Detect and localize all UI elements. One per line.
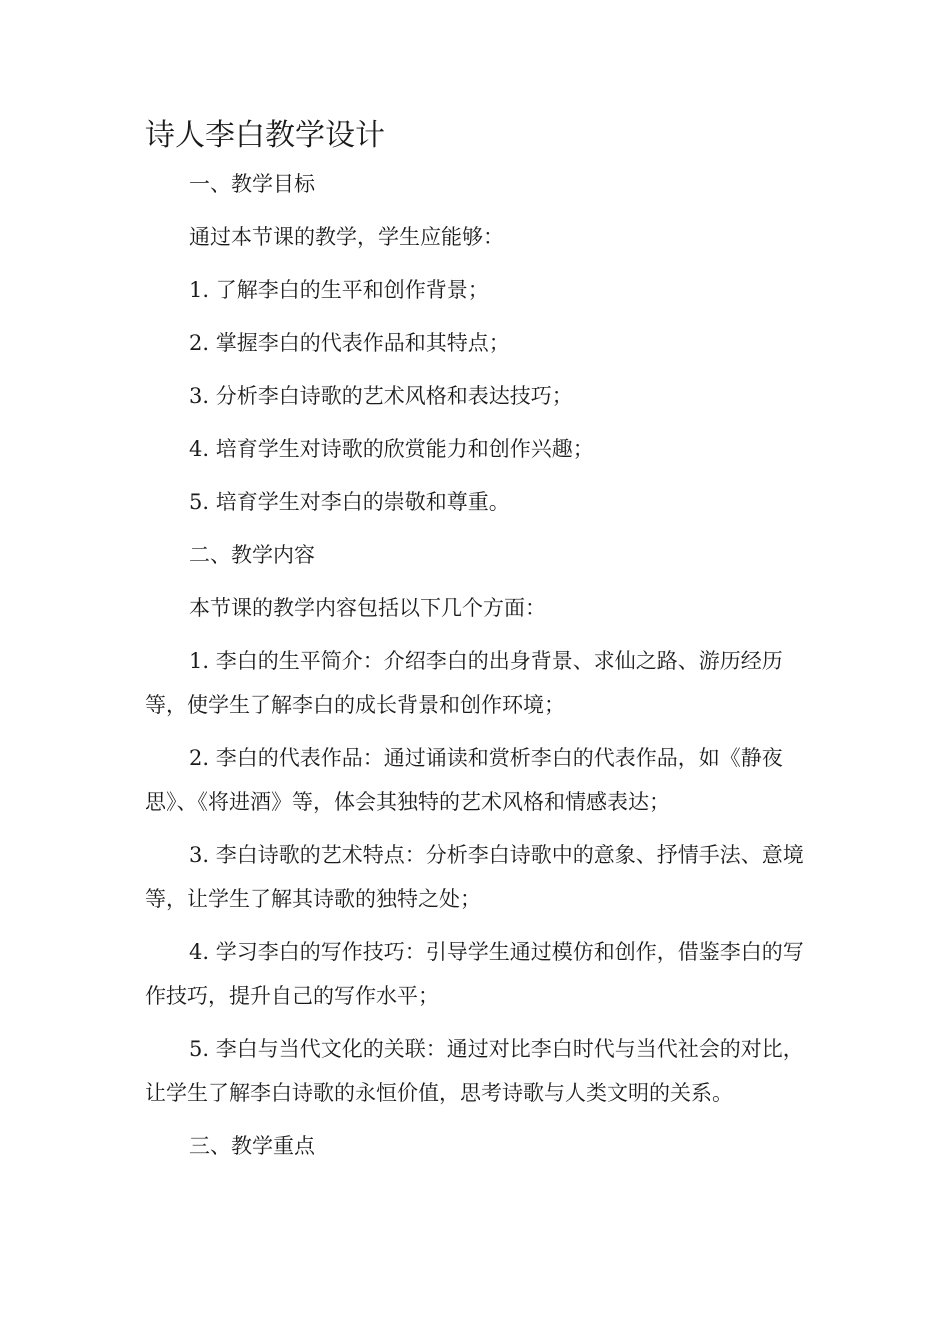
content-item: 2. 李白的代表作品：通过诵读和赏析李白的代表作品，如《静夜思》、《将进酒》等，体会其独特的艺术风格和情感表达； [145, 746, 783, 814]
section-heading-content: 二、教学内容 [189, 543, 315, 567]
content-item: 1. 李白的生平简介：介绍李白的出身背景、求仙之路、游历经历等，使学生了解李白的成长背景和创作环境； [145, 649, 783, 717]
objective-item: 3. 分析李白诗歌的艺术风格和表达技巧； [189, 384, 573, 408]
section-heading-objectives: 一、教学目标 [189, 172, 315, 196]
objective-item: 5. 培育学生对李白的崇敬和尊重。 [189, 490, 510, 514]
document-title: 诗人李白教学设计 [145, 118, 385, 153]
objective-item: 4. 培育学生对诗歌的欣赏能力和创作兴趣； [189, 437, 594, 461]
section-heading-key-points: 三、教学重点 [189, 1134, 315, 1158]
document-body [145, 162, 805, 1177]
objectives-intro: 通过本节课的教学，学生应能够： [189, 225, 504, 249]
content-intro: 本节课的教学内容包括以下几个方面： [189, 596, 546, 620]
content-item: 3. 李白诗歌的艺术特点：分析李白诗歌中的意象、抒情手法、意境等，让学生了解其诗歌的独特之处； [145, 843, 804, 911]
objective-item: 2. 掌握李白的代表作品和其特点； [189, 331, 510, 355]
content-item: 5. 李白与当代文化的关联：通过对比李白时代与当代社会的对比，让学生了解李白诗歌的永恒价值，思考诗歌与人类文明的关系。 [145, 1037, 804, 1105]
content-item: 4. 学习李白的写作技巧：引导学生通过模仿和创作，借鉴李白的写作技巧，提升自己的写作水平； [145, 940, 804, 1008]
objective-item: 1. 了解李白的生平和创作背景； [189, 278, 489, 302]
